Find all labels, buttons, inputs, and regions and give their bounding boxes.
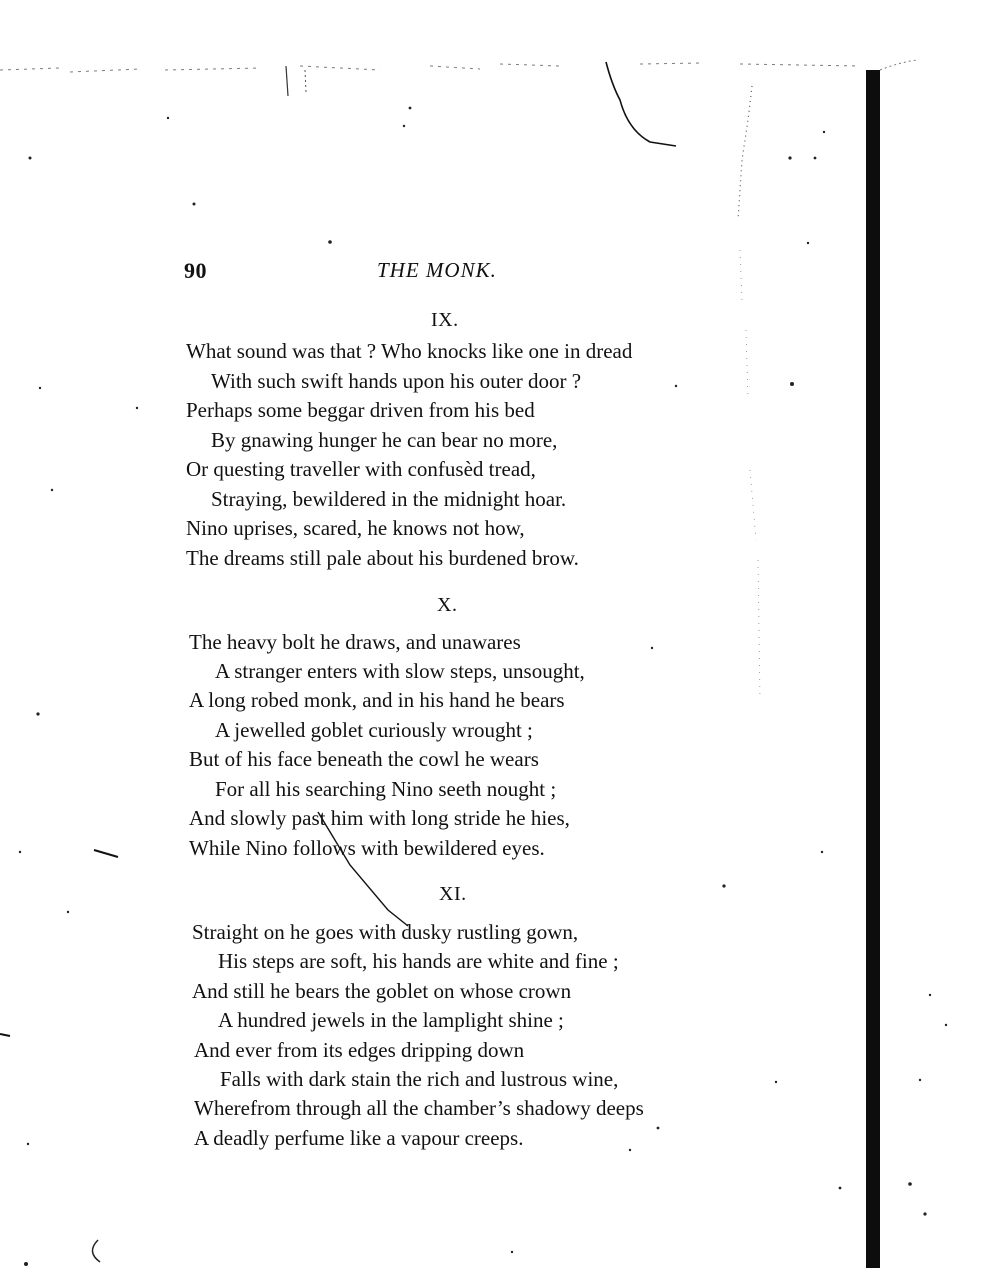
poem-line: Nino uprises, scared, he knows not how, [186, 516, 525, 540]
poem-line: For all his searching Nino seeth nought ; [215, 777, 557, 801]
poem-line: While Nino follows with bewildered eyes. [189, 836, 545, 860]
running-head: THE MONK. [377, 258, 497, 282]
stanza-heading: XI. [439, 883, 467, 905]
poem-line: His steps are soft, his hands are white and fine ; [218, 949, 619, 973]
page-number: 90 [184, 258, 207, 283]
poem-line: Falls with dark stain the rich and lustrous wine, [220, 1067, 619, 1091]
poem-line: Straight on he goes with dusky rustling gown, [192, 920, 579, 944]
poem-line: A hundred jewels in the lamplight shine ; [218, 1008, 564, 1032]
poem-line: A stranger enters with slow steps, unsought, [215, 659, 585, 683]
poem-line: But of his face beneath the cowl he wears [189, 747, 539, 771]
poem-line: The heavy bolt he draws, and unawares [189, 630, 521, 654]
book-spine-edge [866, 70, 880, 1268]
stanza-heading: IX. [431, 309, 459, 331]
stanza-heading: X. [437, 594, 458, 616]
poem-line: A long robed monk, and in his hand he bears [189, 688, 565, 712]
poem-line: By gnawing hunger he can bear no more, [211, 428, 558, 452]
poem-line: And ever from its edges dripping down [194, 1038, 525, 1062]
poem-line: Or questing traveller with confusèd tread, [186, 457, 536, 481]
poem-line: A jewelled goblet curiously wrought ; [215, 718, 533, 742]
poem-line: With such swift hands upon his outer door ? [211, 369, 582, 393]
poem-line: Wherefrom through all the chamber’s shadowy deeps [194, 1096, 644, 1120]
poem-line: What sound was that ? Who knocks like one in dread [186, 339, 633, 363]
poem-line: Perhaps some beggar driven from his bed [186, 398, 535, 422]
poem-line: A deadly perfume like a vapour creeps. [194, 1126, 524, 1150]
poem-line: And still he bears the goblet on whose crown [192, 979, 572, 1003]
poem-line: The dreams still pale about his burdened brow. [186, 546, 579, 570]
poem-line: Straying, bewildered in the midnight hoar. [211, 487, 567, 511]
poem-line: And slowly past him with long stride he hies, [189, 806, 570, 830]
